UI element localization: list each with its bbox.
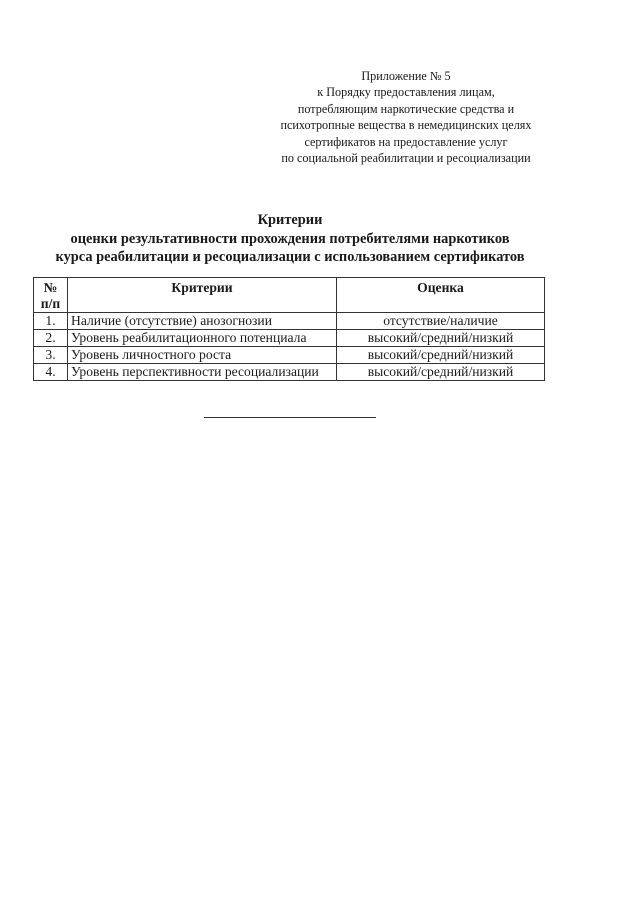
row-grade: высокий/средний/низкий — [337, 347, 545, 364]
annex-line: Приложение № 5 — [361, 69, 451, 83]
document-title — [0, 211, 580, 267]
row-criteria: Уровень реабилитационного потенциала — [68, 330, 337, 347]
table-row — [34, 347, 545, 364]
header-number-symbol: № — [43, 280, 58, 295]
row-grade: отсутствие/наличие — [337, 313, 545, 330]
header-criteria: Критерии — [68, 278, 337, 313]
end-divider — [204, 417, 376, 418]
annex-line: по социальной реабилитации и ресоциализации — [281, 151, 531, 166]
annex-line: сертификатов на предоставление услуг — [304, 134, 508, 149]
row-criteria: Наличие (отсутствие) анозогнозии — [68, 313, 337, 330]
annex-header — [252, 68, 560, 166]
table-row — [34, 313, 545, 330]
annex-line: потребляющим наркотические средства и — [297, 101, 515, 116]
title-line: курса реабилитации и ресоциализации с использованием сертификатов — [55, 249, 525, 266]
row-criteria: Уровень перспективности ресоциализации — [68, 364, 337, 381]
annex-line: психотропные вещества в немедицинских целях — [280, 118, 532, 133]
criteria-table — [33, 277, 545, 381]
row-grade: высокий/средний/низкий — [337, 330, 545, 347]
row-number: 1. — [34, 313, 68, 330]
row-number: 2. — [34, 330, 68, 347]
table-row — [34, 330, 545, 347]
row-grade: высокий/средний/низкий — [337, 364, 545, 381]
table-row — [34, 364, 545, 381]
title-line: оценки результативности прохождения потребителями наркотиков — [70, 230, 510, 247]
header-grade: Оценка — [337, 278, 545, 313]
annex-line: к Порядку предоставления лицам, — [317, 85, 495, 100]
row-number: 4. — [34, 364, 68, 381]
title-line: Критерии — [257, 212, 323, 228]
row-number: 3. — [34, 347, 68, 364]
table-header-row — [34, 278, 545, 313]
header-number — [34, 278, 68, 313]
header-number-abbr: п/п — [40, 296, 61, 311]
row-criteria: Уровень личностного роста — [68, 347, 337, 364]
